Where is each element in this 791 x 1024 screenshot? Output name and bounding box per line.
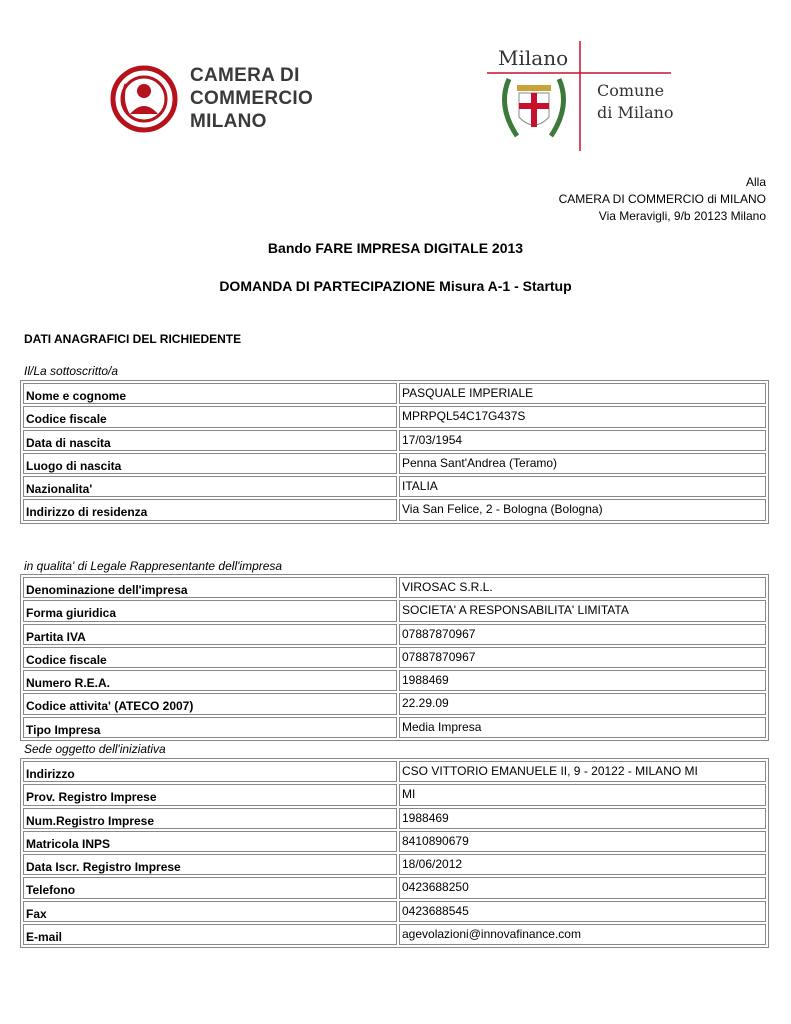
section-heading: DATI ANAGRAFICI DEL RICHIEDENTE [24, 332, 242, 346]
table-row [22, 498, 767, 521]
field-value: Media Impresa [399, 717, 766, 738]
person-table [20, 380, 769, 524]
camera-emblem-icon [106, 62, 186, 136]
table-row [22, 807, 767, 830]
table-row [22, 783, 767, 806]
field-value: 1988469 [399, 808, 766, 829]
camera-line-2: COMMERCIO [190, 88, 314, 109]
table-row [22, 623, 767, 646]
field-label: Indirizzo [23, 761, 397, 782]
table-row [22, 646, 767, 669]
table-row [22, 900, 767, 923]
field-value: VIROSAC S.R.L. [399, 577, 766, 598]
field-label: Forma giuridica [23, 600, 397, 621]
sede-table [20, 758, 769, 948]
field-label: Codice fiscale [23, 647, 397, 668]
field-label: Partita IVA [23, 624, 397, 645]
recipient-address [559, 174, 766, 225]
document-title: Bando FARE IMPRESA DIGITALE 2013 [267, 240, 524, 256]
address-line: Alla [745, 175, 766, 189]
field-value: 18/06/2012 [399, 854, 766, 875]
field-value: 0423688545 [399, 901, 766, 922]
camera-commercio-name [190, 64, 313, 133]
field-label: Numero R.E.A. [23, 670, 397, 691]
milano-title: Milano [498, 46, 569, 70]
field-value: 0423688250 [399, 877, 766, 898]
field-value: 07887870967 [399, 647, 766, 668]
table-row [22, 599, 767, 622]
field-value: 07887870967 [399, 624, 766, 645]
table-row [22, 760, 767, 783]
field-label: Nazionalita' [23, 476, 397, 497]
caption-sede: Sede oggetto dell'iniziativa [24, 742, 166, 756]
field-label: Data di nascita [23, 430, 397, 451]
field-label: Codice fiscale [23, 406, 397, 427]
table-row [22, 405, 767, 428]
field-label: Prov. Registro Imprese [23, 784, 397, 805]
comune-line-1: Comune [597, 81, 665, 100]
table-row [22, 923, 767, 946]
field-value: 17/03/1954 [399, 430, 766, 451]
camera-line-3: MILANO [190, 111, 267, 132]
comune-milano-name [597, 80, 674, 124]
field-label: Nome e cognome [23, 383, 397, 404]
address-line: Via Meravigli, 9/b 20123 Milano [598, 209, 766, 223]
table-row [22, 382, 767, 405]
field-value: 8410890679 [399, 831, 766, 852]
table-row [22, 669, 767, 692]
field-label: Telefono [23, 877, 397, 898]
table-row [22, 692, 767, 715]
field-value: MPRPQL54C17G437S [399, 406, 766, 427]
field-label: Num.Registro Imprese [23, 808, 397, 829]
table-row [22, 576, 767, 599]
field-value: PASQUALE IMPERIALE [399, 383, 766, 404]
table-row [22, 716, 767, 739]
field-value: 1988469 [399, 670, 766, 691]
table-row [22, 429, 767, 452]
table-row [22, 452, 767, 475]
field-value: ITALIA [399, 476, 766, 497]
table-row [22, 876, 767, 899]
table-row [22, 830, 767, 853]
field-value: MI [399, 784, 766, 805]
field-label: E-mail [23, 924, 397, 945]
table-row [22, 475, 767, 498]
field-label: Data Iscr. Registro Imprese [23, 854, 397, 875]
field-label: Codice attivita' (ATECO 2007) [23, 693, 397, 714]
field-label: Tipo Impresa [23, 717, 397, 738]
document-subtitle: DOMANDA DI PARTECIPAZIONE Misura A-1 - Startup [219, 278, 572, 294]
field-value: agevolazioni@innovafinance.com [399, 924, 766, 945]
table-row [22, 853, 767, 876]
field-value: Penna Sant'Andrea (Teramo) [399, 453, 766, 474]
company-table [20, 574, 769, 741]
field-value: CSO VITTORIO EMANUELE II, 9 - 20122 - MILANO MI [399, 761, 766, 782]
field-value: Via San Felice, 2 - Bologna (Bologna) [399, 499, 766, 520]
milano-coat-of-arms-icon [505, 79, 564, 136]
address-line: CAMERA DI COMMERCIO di MILANO [558, 192, 766, 206]
field-value: 22.29.09 [399, 693, 766, 714]
field-label: Matricola INPS [23, 831, 397, 852]
comune-line-2: di Milano [597, 103, 674, 122]
field-label: Denominazione dell'impresa [23, 577, 397, 598]
caption-person: Il/La sottoscritto/a [24, 364, 119, 378]
field-label: Indirizzo di residenza [23, 499, 397, 520]
field-label: Fax [23, 901, 397, 922]
field-value: SOCIETA' A RESPONSABILITA' LIMITATA [399, 600, 766, 621]
caption-company: in qualita' di Legale Rappresentante dell'impresa [24, 559, 283, 573]
camera-line-1: CAMERA DI [190, 65, 300, 86]
field-label: Luogo di nascita [23, 453, 397, 474]
